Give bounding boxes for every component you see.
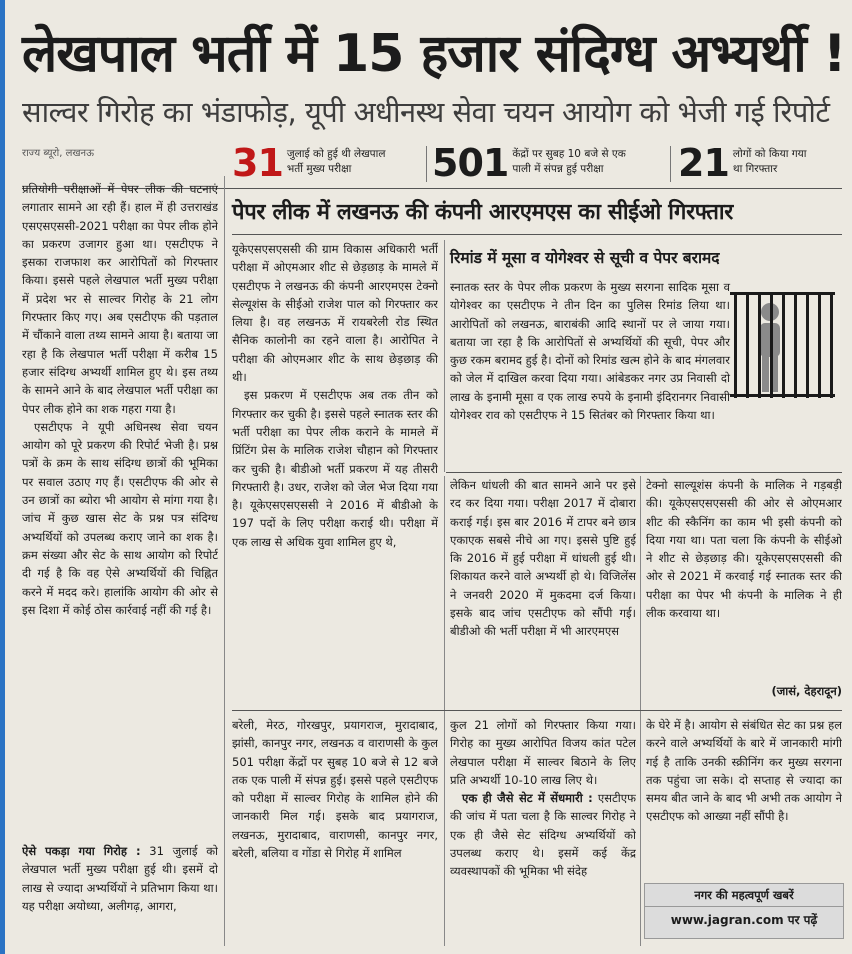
stat-divider xyxy=(426,146,427,182)
paragraph: यूकेएसएसएससी की ग्राम विकास अधिकारी भर्ती परीक्षा में ओएमआर शीट से छेड़छाड़ के मामले में एसटीएफ ने लखनऊ की कंपनी आरएमएस टेक्नो सेल्यूशंस के सीईओ राजेश पाल को गिरफ्तार कर लिया है। वह लखनऊ में रायबरेली रोड स्थित सैनिक कालोनी का रहने वाला है। आरोपित ने परीक्षा की ओएमआर शीट के साथ छेड़छाड़ की थी। xyxy=(232,242,438,385)
stat-label-line1: लोगों को किया गया xyxy=(732,148,807,160)
footer-link[interactable]: www.jagran.com पर पढ़ें xyxy=(670,913,818,927)
footer-title: नगर की महत्वपूर्ण खबरें xyxy=(645,884,843,907)
column-1-bottom-text xyxy=(22,842,218,948)
column-2-text xyxy=(232,240,438,710)
column-4-text xyxy=(646,476,842,682)
box-rule xyxy=(446,472,842,473)
stat-label-line1: जुलाई को हुई थी लेखपाल xyxy=(286,148,386,160)
stat-number: 21 xyxy=(678,141,729,185)
stat-label-line2: पाली में संपन्न हुई परीक्षा xyxy=(512,163,604,175)
section-heading: पेपर लीक में लखनऊ की कंपनी आरएमएस का सीईओ गिरफ्तार xyxy=(232,200,733,225)
paragraph: प्रतियोगी परीक्षाओं में पेपर लीक की घटनाएं लगातार सामने आ रही हैं। हाल में ही उत्तराखंड एसएसएससी-2021 परीक्षा का पेपर लीक होने का प्रकरण उजागर हुआ था। एसटीएफ ने इसका राजफाश कर आरोपितों को गिरफ्तार किया। इससे पहले लेखपाल भर्ती मुख्य परीक्षा में प्रदेश भर से साल्वर गिरोह के 21 लोग गिरफ्तार किए गए। अब एसटीएफ की पड़ताल में चौंकाने वाला तथ्य सामने आया है। बताया जा रहा है कि लेखपाल भर्ती परीक्षा में करीब 15 हजार संदिग्ध अभ्यर्थी शामिल हुए थे। इस तथ्य के सामने आने के बाद लेखपाल भर्ती परीक्षा का पेपर लीक होने का शक गहरा गया है। xyxy=(22,182,218,416)
footer-promo-box[interactable] xyxy=(644,883,844,939)
paragraph: इस प्रकरण में एसटीएफ अब तक तीन को गिरफ्तार कर चुकी है। इससे पहले स्नातक स्तर की भर्ती परीक्षा का पेपर लीक कराने के मामले में प्रिंटिंग प्रेस के मालिक राजेश चौहान को गिरफ्तार कर चुकी है। बीडीओ भर्ती प्रकरण में यह तीसरी गिरफ्तारी है। उधर, राजेश को जेल भेज दिया गया है। यूकेएसएसएससी ने 2016 में बीडीओ के 197 पदों के लिए परीक्षा कराई थी। परीक्षा में एक लाख से अधिक युवा शामिल हुए थे, xyxy=(232,388,438,549)
inline-subheading: ऐसे पकड़ा गया गिरोह : xyxy=(22,844,141,858)
headline: लेखपाल भर्ती में 15 हजार संदिग्ध अभ्यर्थी ! xyxy=(22,24,846,84)
column-divider xyxy=(444,476,445,946)
column-divider xyxy=(640,476,641,946)
left-accent-bar xyxy=(0,0,5,954)
stat-block-2 xyxy=(432,140,668,186)
stat-label-line1: केंद्रों पर सुबह 10 बजे से एक xyxy=(512,148,626,160)
stat-block-3 xyxy=(678,140,844,186)
credit-signature: (जासं, देहरादून) xyxy=(771,684,842,698)
stat-block-1 xyxy=(232,140,432,186)
section-rule xyxy=(232,234,842,235)
paragraph: बरेली, मेरठ, गोरखपुर, प्रयागराज, मुरादाबाद, झांसी, कानपुर नगर, लखनऊ व वाराणसी के कुल 501 परीक्षा केंद्रों पर सुबह 10 बजे से 12 बजे तक एक पाली में संपन्न हुई। इससे पहले एसटीएफ को परीक्षा में साल्वर गिरोह के शामिल होने की जानकारी मिल गई। इसके बाद प्रयागराज, लखनऊ, मुरादाबाद, वाराणसी, कानपुर नगर, बरेली, बलिया व गोंडा से गिरोह में शामिल xyxy=(232,718,438,861)
jail-bars-icon xyxy=(730,290,835,400)
stat-number: 31 xyxy=(232,141,283,185)
column-3-text xyxy=(450,476,636,708)
column-1-text xyxy=(22,180,218,840)
paragraph: एसटीएफ ने यूपी अधिनस्थ सेवा चयन आयोग को पूरे प्रकरण की रिपोर्ट भेजी है। प्रश्न पत्रों के क्रम के साथ संदिग्ध छात्रों की भूमिका पर सवाल उठाए गए हैं। एसटीएफ की ओर से उन छात्रों का ब्योरा भी आयोग से मांगा गया है। जांच में कुछ खास सेट के प्रश्न पत्र संदिग्ध अभ्यर्थियों को उपलब्ध कराए जाने का शक है। क्रम संख्या और सेट के साथ आयोग को रिपोर्ट दी गई है कि वह ऐसे अभ्यर्थियों की चिह्नित करने में मदद करे। हालांकि आयोग की ओर से इस दिशा में कोई ठोस कार्रवाई नहीं की गई है। xyxy=(22,419,218,617)
paragraph: लेकिन धांधली की बात सामने आने पर इसे रद कर दिया गया। परीक्षा 2017 में दोबारा कराई गई। इस बार 2016 में टापर बने छात्र एकाएक सबसे नीचे आ गए। इससे पुष्टि हुई कि 2016 में हुई परीक्षा में धांधली हुई थी। शिकायत करने वाले अभ्यर्थी हो थे। विजिलेंस ने जनवरी 2020 में मुकदमा दर्ज किया। इसके बाद जांच एसटीएफ को सौंपी गई। बीडीओ की भर्ती परीक्षा में भी आरएमएस xyxy=(450,478,636,639)
subheadline: साल्वर गिरोह का भंडाफोड़, यूपी अधीनस्थ सेवा चयन आयोग को भेजी गई रिपोर्ट xyxy=(22,95,830,129)
inline-subheading: एक ही जैसे सेट में सेंधमारी : xyxy=(462,791,593,806)
paragraph: ऐसे पकड़ा गया गिरोह : 31 जुलाई को लेखपाल भर्ती मुख्य परीक्षा हुई थी। इसमें दो लाख से ज्यादा अभ्यर्थियों ने प्रतिभाग किया था। यह परीक्षा अयोध्या, अलीगढ़, आगरा, xyxy=(22,844,218,913)
mid-rule xyxy=(232,710,842,711)
sidebar-box-text: स्नातक स्तर के पेपर लीक प्रकरण के मुख्य सरगना सादिक मूसा व योगेश्वर का एसटीएफ ने तीन दिन का पुलिस रिमांड लिया था। आरोपितों को लखनऊ, बाराबंकी आदि स्थानों पर ले जाया गया। बताया जा रहा है कि आरोपितों से अभ्यर्थियों की सूची, पेपर और कुछ रकम बरामद हुई है। दोनों को रिमांड खत्म होने के बाद मंगलवार को जेल में दाखिल करवा दिया गया। आंबेडकर नगर उप्र निवासी दो लाख के इनामी मूसा व एक लाख रुपये के इनामी इंदिरानगर निवासी योगेश्वर राव को एसटीएफ ने 15 सितंबर को गिरफ्तार किया था। xyxy=(450,278,842,468)
byline: राज्य ब्यूरो, लखनऊ xyxy=(22,148,94,159)
sidebar-box-title: रिमांड में मूसा व योगेश्वर से सूची व पेपर बरामद xyxy=(450,249,720,267)
paragraph: कुल 21 लोगों को गिरफ्तार किया गया। गिरोह का मुख्य आरोपित विजय कांत पटेल लेखपाल परीक्षा में साल्वर बिठाने के लिए प्रति अभ्यर्थी 10-10 लाख लिए थे। xyxy=(450,718,636,787)
stat-label-line2: भर्ती मुख्य परीक्षा xyxy=(286,163,352,175)
paragraph: एक ही जैसे सेट में सेंधमारी : एसटीएफ की जांच में पता चला है कि साल्वर गिरोह ने एक ही जैसे सेट संदिग्ध अभ्यर्थियों को उपलब्ध कराए थे। इसमें कई केंद्र व्यवस्थापकों की भूमिका भी संदेह xyxy=(450,791,636,879)
column-3-bottom-text xyxy=(450,716,636,948)
box-divider xyxy=(444,240,445,472)
column-divider xyxy=(224,176,225,946)
column-4-bottom-text xyxy=(646,716,842,880)
stat-label-line2: था गिरफ्तार xyxy=(732,163,778,175)
paragraph: के घेरे में है। आयोग से संबंधित सेट का प्रश्न हल करने वाले अभ्यर्थियों के बारे में जानकारी मांगी गई है ताकि उनकी स्क्रीनिंग कर मुख्य सरगना तक पहुंचा जा सके। दो सप्ताह से ज्यादा का समय बीत जाने के बाद भी अभी तक आयोग ने एसटीएफ को आख्या नहीं सौंपी है। xyxy=(646,718,842,824)
column-2-bottom-text xyxy=(232,716,438,948)
stat-divider xyxy=(670,146,671,182)
stat-number: 501 xyxy=(432,141,509,185)
paragraph: टेक्नो साल्यूशंस कंपनी के मालिक ने गड़बड़ी की। यूकेएसएसएससी की ओर से ओएमआर शीट की स्कैनिंग का काम भी इसी कंपनी को दिया गया था। पता चला कि कंपनी के सीईओ ने शीट से छेड़छाड़ की। यूकेएसएसएससी की ओर से 2021 में करवाई गई स्नातक स्तर की परीक्षा का पेपर भी कंपनी के मालिक ने ही लीक करवाया था। xyxy=(646,478,842,621)
